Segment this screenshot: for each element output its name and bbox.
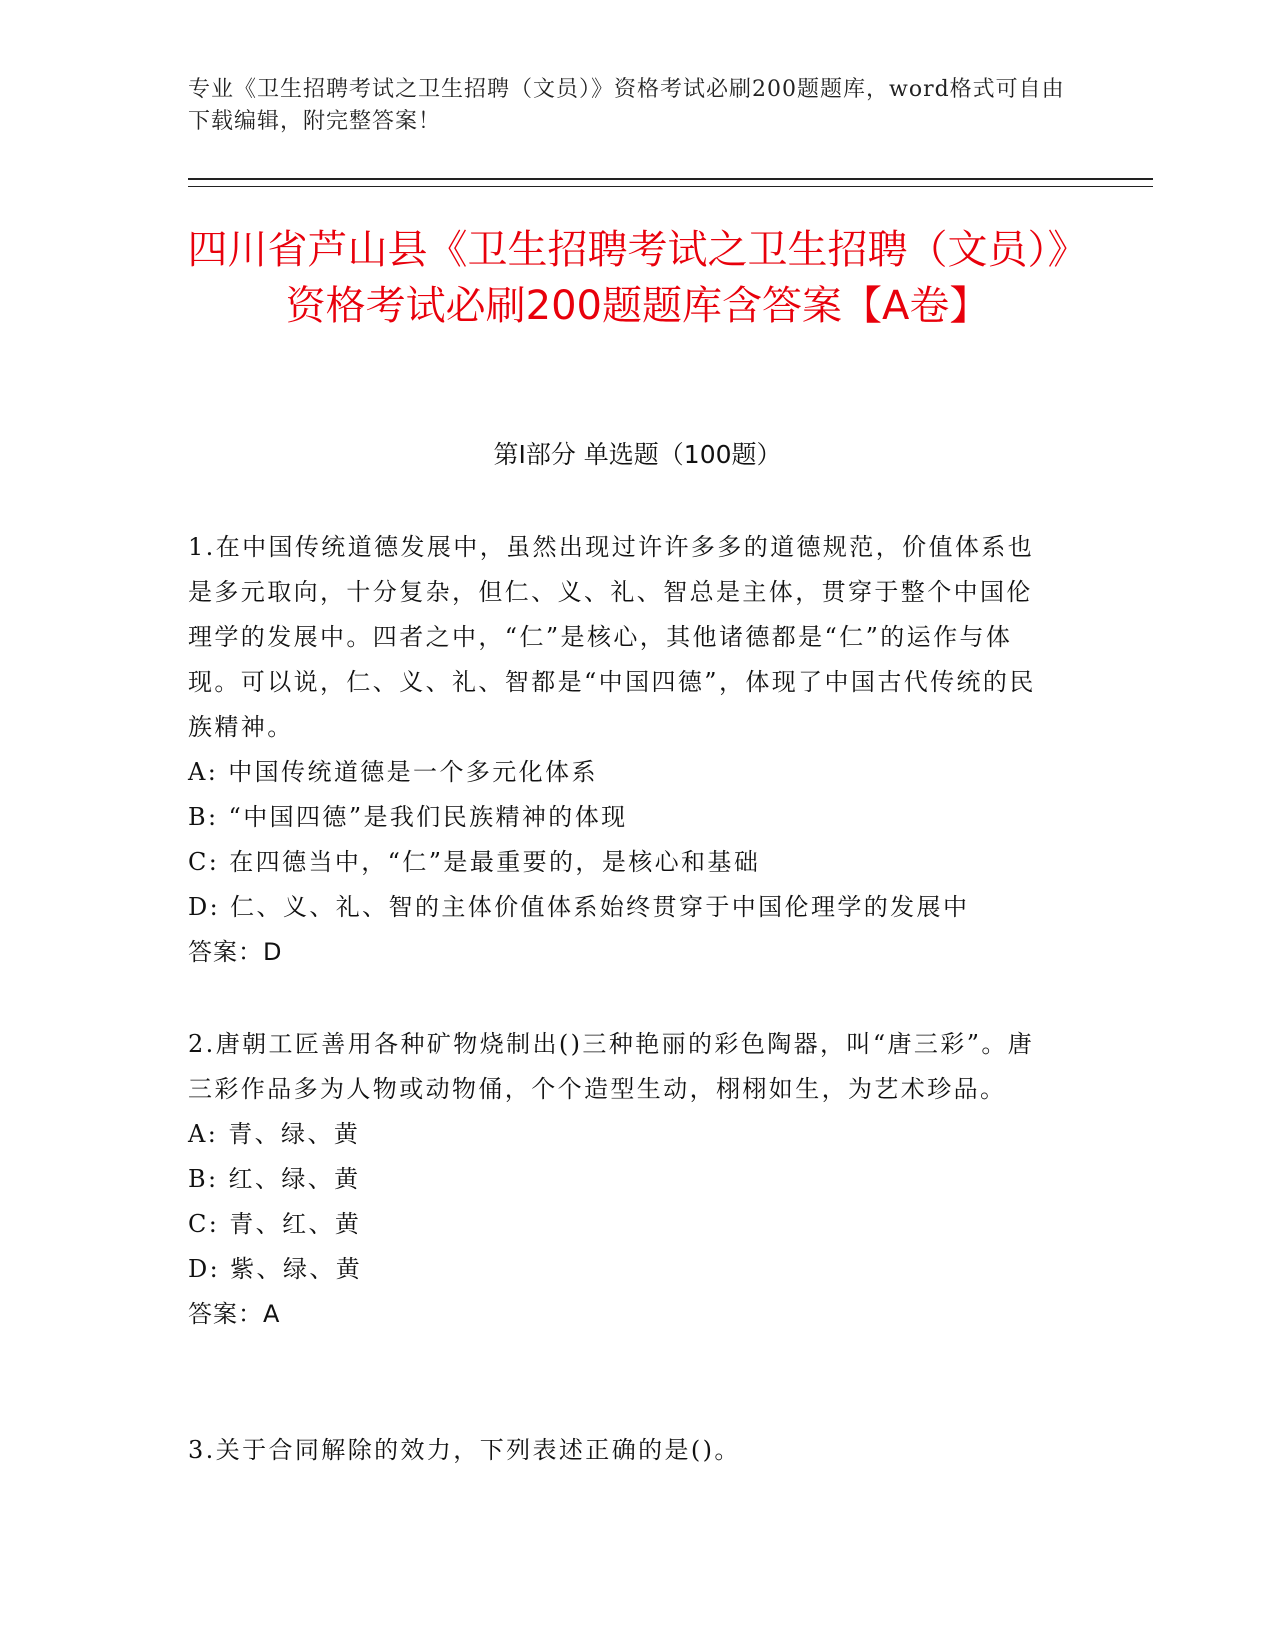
- option-a: A: 中国传统道德是一个多元化体系: [188, 758, 598, 786]
- question-3: [188, 1428, 1058, 1473]
- answer-line: 答案：A: [188, 1300, 281, 1328]
- question-text: 1.在中国传统道德发展中，虽然出现过许许多多的道德规范，价值体系也是多元取向，十分复杂，但仁、义、礼、智总是主体，贯穿于整个中国伦理学的发展中。四者之中，“仁”是核心，其他诸德都是“仁”的运作与体现。可以说，仁、义、礼、智都是“中国四德”，体现了中国古代传统的民族精神。: [188, 533, 1036, 741]
- option-c: C: 青、红、黄: [188, 1210, 362, 1238]
- option-b: B: 红、绿、黄: [188, 1165, 361, 1193]
- option-c: C: 在四德当中，“仁”是最重要的，是核心和基础: [188, 848, 761, 876]
- question-text: 2.唐朝工匠善用各种矿物烧制出()三种艳丽的彩色陶器，叫“唐三彩”。唐三彩作品多为人物或动物俑，个个造型生动，栩栩如生，为艺术珍品。: [188, 1030, 1035, 1103]
- question-2: [188, 1022, 1058, 1337]
- option-d: D: 仁、义、礼、智的主体价值体系始终贯穿于中国伦理学的发展中: [188, 893, 970, 921]
- question-text: 3.关于合同解除的效力，下列表述正确的是()。: [188, 1436, 741, 1464]
- header-divider-thick: [188, 178, 1153, 180]
- option-b: B: “中国四德”是我们民族精神的体现: [188, 803, 628, 831]
- answer-line: 答案：D: [188, 938, 283, 966]
- option-d: D: 紫、绿、黄: [188, 1255, 363, 1283]
- document-title: 四川省芦山县《卫生招聘考试之卫生招聘（文员）》资格考试必刷200题题库含答案【A卷】: [187, 227, 1088, 329]
- header-divider-thin: [188, 186, 1153, 187]
- header-note: 专业《卫生招聘考试之卫生招聘（文员）》资格考试必刷200题题库，word格式可自由下载编辑，附完整答案！: [188, 77, 1065, 134]
- section-heading: 第I部分 单选题（100题）: [493, 440, 782, 469]
- question-1: [188, 525, 1058, 975]
- option-a: A: 青、绿、黄: [188, 1120, 361, 1148]
